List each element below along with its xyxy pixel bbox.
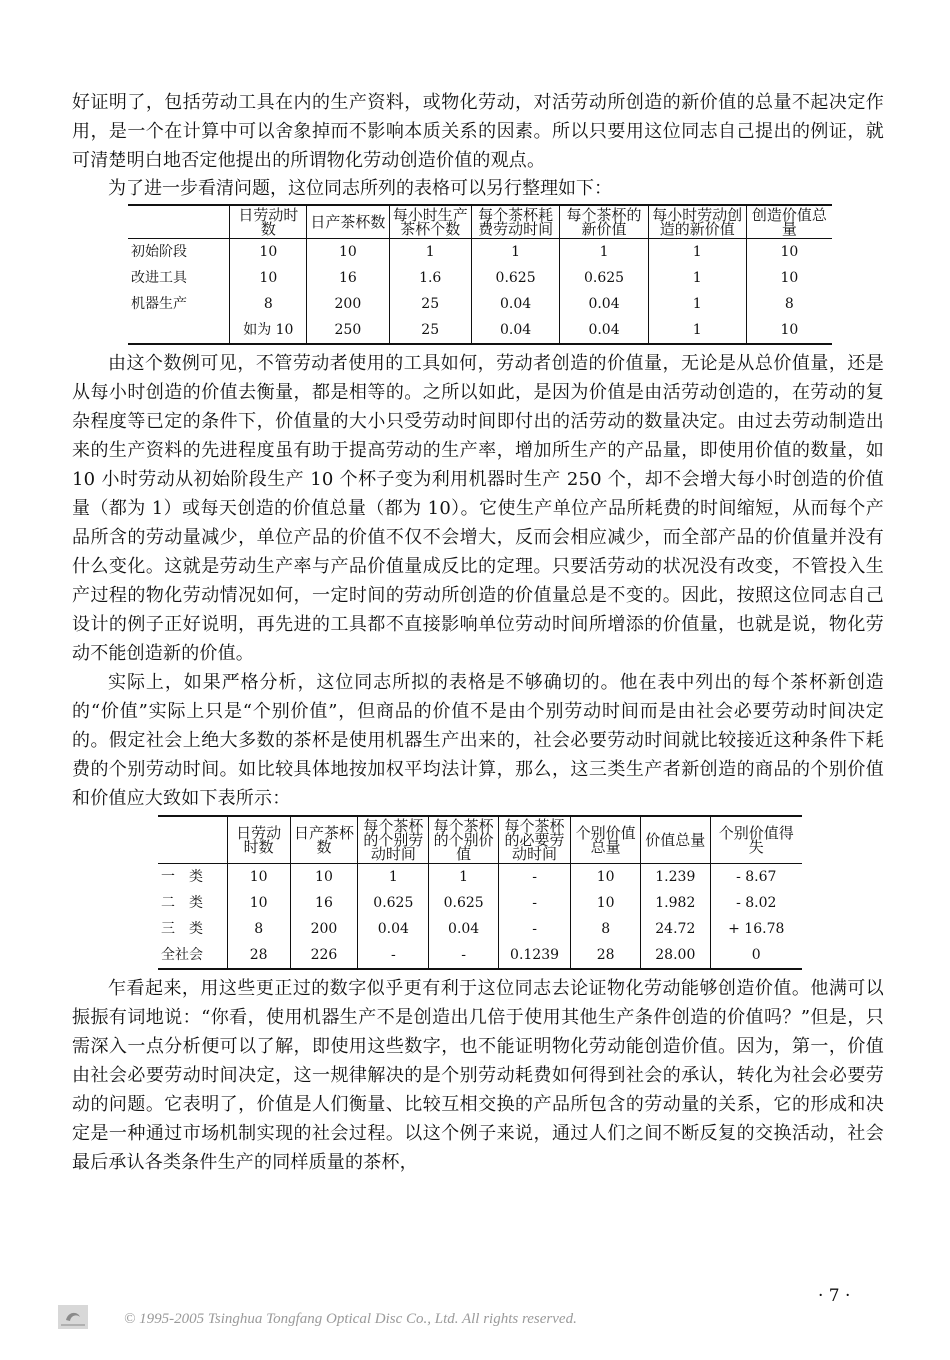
table-cell: 改进工具 xyxy=(131,270,187,286)
table-cell: 0.04 xyxy=(471,291,559,317)
table-cell: 初始阶段 xyxy=(131,244,187,260)
table-row xyxy=(158,916,802,942)
table-cell: + 16.78 xyxy=(710,916,802,942)
table-cell: 0.625 xyxy=(358,890,429,916)
table-cell: 0.625 xyxy=(429,890,498,916)
table-cell: 8 xyxy=(746,291,832,317)
table1-header-cell: 创造价值总量 xyxy=(746,205,832,239)
table-cell: 25 xyxy=(389,317,471,344)
table-cell xyxy=(128,317,230,344)
table-cell: 1 xyxy=(560,239,648,266)
table-cell: 一 类 xyxy=(161,869,203,885)
table-cell: 10 xyxy=(227,890,290,916)
table-cell: - xyxy=(498,890,570,916)
table-cell: 28 xyxy=(571,942,641,969)
table1-header-cell: 每小时劳动创造的新价值 xyxy=(648,205,746,239)
table-cell: 三 类 xyxy=(161,921,203,937)
table-cell: 10 xyxy=(307,239,389,266)
table2-header-cell: 每个茶杯的个别劳动时间 xyxy=(358,816,429,864)
table-cell: - xyxy=(429,942,498,969)
table-cell: 250 xyxy=(307,317,389,344)
table-row xyxy=(158,942,802,969)
table-cell: 16 xyxy=(307,265,389,291)
table-cell: - 8.02 xyxy=(710,890,802,916)
table-cell: 10 xyxy=(290,864,358,891)
paragraph-2: 由这个数例可见，不管劳动者使用的工具如何，劳动者创造的价值量，无论是从总价值量，还是从每小时创造的价值去衡量，都是相等的。之所以如此，是因为价值是由活劳动创造的，在劳动的复杂程度等已定的条件下，价值量的大小只受劳动时间即付出的活劳动的数量决定。由过去劳动制造出来的生产资料的先进程度虽有助于提高劳动的生产率，增加所生产的产品量，即使用价值的数量，如 10 小时劳动从初始阶段生产 10 个杯子变为利用机器时生产 250 个，却不会增大每小时创造的价值量（都为 1）或每天创造的价值总量（都为 10）。它使生产单位产品所耗费的时间缩短，从而每个产品所含的劳动量减少，单位产品的价值不仅不会增大，反而会相应减少，而全部产品的价值量并没有什么变化。这就是劳动生产率与产品价值量成反比的定理。只要活劳动的状况没有改变，不管投入生产过程的物化劳动情况如何，一定时间的劳动所创造的价值量总是不变的。因此，按照这位同志自己设计的例子正好说明，再先进的工具都不直接影响单位劳动时间所增添的价值量，也就是说，物化劳动不能创造新的价值。 xyxy=(72,353,884,664)
table1-header-cell xyxy=(128,205,230,239)
table-cell: 28.00 xyxy=(641,942,710,969)
table1-header-row xyxy=(128,205,832,239)
table1-header-cell: 日劳动时数 xyxy=(230,205,307,239)
table2-header-cell: 每个茶杯的个别价值 xyxy=(429,816,498,864)
table-cell: 0.1239 xyxy=(498,942,570,969)
table-cell: 0.04 xyxy=(560,291,648,317)
table-cell: - 8.67 xyxy=(710,864,802,891)
table-cell: 1 xyxy=(648,291,746,317)
table-cell: 10 xyxy=(227,864,290,891)
table-cell: 10 xyxy=(746,317,832,344)
table-cell: 28 xyxy=(227,942,290,969)
table2-header-cell: 日产茶杯数 xyxy=(290,816,358,864)
copyright-notice: © 1995-2005 Tsinghua Tongfang Optical Disc Co., Ltd. All rights reserved. xyxy=(124,1311,577,1327)
table-row xyxy=(128,265,832,291)
table-cell: - xyxy=(358,942,429,969)
table-row xyxy=(128,291,832,317)
table-cell: 10 xyxy=(746,239,832,266)
table1-header-cell: 每个茶杯的新价值 xyxy=(560,205,648,239)
table2-header-cell: 价值总量 xyxy=(641,816,710,864)
table-cell: 200 xyxy=(307,291,389,317)
table-cell: 200 xyxy=(290,916,358,942)
table-cell: 0.04 xyxy=(471,317,559,344)
page-number: · 7 · xyxy=(818,1286,851,1306)
table-cell: 0.04 xyxy=(560,317,648,344)
table-cell: 1.982 xyxy=(641,890,710,916)
table-cell: - xyxy=(498,916,570,942)
table-cell: 226 xyxy=(290,942,358,969)
table1-header-cell: 每个茶杯耗费劳动时间 xyxy=(471,205,559,239)
table-cell: 8 xyxy=(230,291,307,317)
table-cell: 0.04 xyxy=(429,916,498,942)
table-cell: 10 xyxy=(230,239,307,266)
paragraph-3: 实际上，如果严格分析，这位同志所拟的表格是不够确切的。他在表中列出的每个茶杯新创造的“价值”实际上只是“个别价值”，但商品的价值不是由个别劳动时间而是由社会必要劳动时间决定的。假定社会上绝大多数的茶杯是使用机器生产出来的，社会必要劳动时间就比较接近这种条件下耗费的个别劳动时间。如比较具体地按加权平均法计算，那么，这三类生产者新创造的商品的个别价值和价值应大致如下表所示： xyxy=(72,672,884,809)
table-cell: 8 xyxy=(227,916,290,942)
table-1 xyxy=(128,204,832,345)
table-2 xyxy=(158,815,802,970)
table2-header-cell: 日劳动时数 xyxy=(227,816,290,864)
table-cell: 25 xyxy=(389,291,471,317)
table-cell: 10 xyxy=(746,265,832,291)
table-cell: 0.625 xyxy=(471,265,559,291)
table2-header-cell: 每个茶杯的必要劳动时间 xyxy=(498,816,570,864)
cnki-logo-icon xyxy=(58,1305,88,1329)
table-cell: 如为 10 xyxy=(230,317,307,344)
table2-header-cell xyxy=(158,816,227,864)
table-cell: 0 xyxy=(710,942,802,969)
table-row xyxy=(158,864,802,891)
table-cell: 24.72 xyxy=(641,916,710,942)
table-cell: - xyxy=(498,864,570,891)
table-cell: 10 xyxy=(230,265,307,291)
paragraph-4: 乍看起来，用这些更正过的数字似乎更有利于这位同志去论证物化劳动能够创造价值。他满可以振振有词地说：“你看，使用机器生产不是创造出几倍于使用其他生产条件创造的价值吗？”但是，只需深入一点分析便可以了解，即使用这些数字，也不能证明物化劳动能创造价值。因为，第一，价值由社会必要劳动时间决定，这一规律解决的是个别劳动耗费如何得到社会的承认，转化为社会必要劳动的问题。它表明了，价值是人们衡量、比较互相交换的产品所包含的劳动量的关系，它的形成和决定是一种通过市场机制实现的社会过程。以这个例子来说，通过人们之间不断反复的交换活动，社会最后承认各类条件生产的同样质量的茶杯， xyxy=(72,978,884,1173)
table-cell: 全社会 xyxy=(158,942,227,969)
table2-header-cell: 个别价值总量 xyxy=(571,816,641,864)
table-row xyxy=(128,317,832,344)
table-row xyxy=(158,890,802,916)
table-cell: 1.239 xyxy=(641,864,710,891)
paragraph-1: 好证明了，包括劳动工具在内的生产资料，或物化劳动，对活劳动所创造的新价值的总量不起决定作用，是一个在计算中可以舍象掉而不影响本质关系的因素。所以只要用这位同志自己提出的例证，就可清楚明白地否定他提出的所谓物化劳动创造价值的观点。 xyxy=(72,92,884,171)
page-body xyxy=(72,88,884,1177)
table-row xyxy=(128,239,832,266)
table-cell: 1 xyxy=(648,317,746,344)
table-cell: 1 xyxy=(358,864,429,891)
table2-header-cell: 个别价值得失 xyxy=(710,816,802,864)
table-cell: 1.6 xyxy=(389,265,471,291)
table-cell: 16 xyxy=(290,890,358,916)
table-cell: 1 xyxy=(648,265,746,291)
table-cell: 0.625 xyxy=(560,265,648,291)
table-cell: 0.04 xyxy=(358,916,429,942)
table-cell: 二 类 xyxy=(161,895,203,911)
table-cell: 8 xyxy=(571,916,641,942)
table-cell: 1 xyxy=(648,239,746,266)
table1-header-cell: 每小时生产茶杯个数 xyxy=(389,205,471,239)
table2-header-row xyxy=(158,816,802,864)
table-cell: 10 xyxy=(571,864,641,891)
table-cell: 1 xyxy=(389,239,471,266)
table1-header-cell: 日产茶杯数 xyxy=(307,205,389,239)
table-cell: 1 xyxy=(429,864,498,891)
table-cell: 机器生产 xyxy=(131,296,187,312)
table-cell: 10 xyxy=(571,890,641,916)
table1-intro: 为了进一步看清问题，这位同志所列的表格可以另行整理如下： xyxy=(108,178,612,199)
table-cell: 1 xyxy=(471,239,559,266)
